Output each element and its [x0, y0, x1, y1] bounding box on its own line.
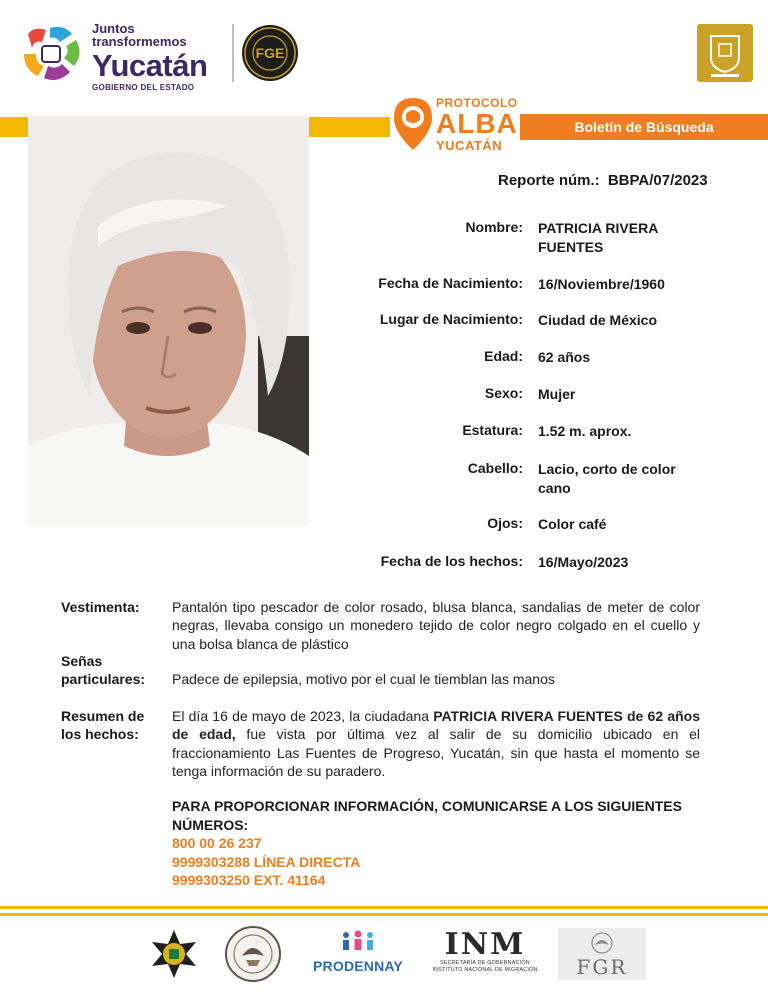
yucatan-crest-icon	[697, 24, 753, 82]
contact-heading: PARA PROPORCIONAR INFORMACIÓN, COMUNICARSE A LOS SIGUIENTES NÚMEROS:	[172, 798, 682, 833]
gov-subtitle: GOBIERNO DEL ESTADO	[92, 83, 195, 92]
inm-secretaria: SECRETARÍA DE GOBERNACIÓN	[440, 960, 530, 966]
field-value: 1.52 m. aprox.	[538, 423, 632, 439]
detail-value: Padece de epilepsia, motivo por el cual le tiemblan las manos	[172, 671, 555, 687]
fge-label: FGE	[255, 45, 285, 61]
field-label: Nombre:	[465, 219, 523, 235]
detail-vestimenta	[61, 598, 701, 654]
field-value: PATRICIA RIVERA FUENTES	[538, 220, 658, 255]
phone-number: 800 00 26 237	[172, 835, 262, 852]
alba-yucatan: YUCATÁN	[436, 138, 503, 153]
yucatan-mark-icon	[20, 24, 84, 84]
resumen-intro: El día 16 de mayo de 2023, la ciudadana	[172, 708, 434, 724]
detail-value: Pantalón tipo pescador de color rosado, blusa blanca, sandalias de meter de color negras, llevaba consigo un monedero tejido de color negro colgado en el cuello y una bolsa blanca de plástico	[172, 599, 700, 652]
detail-label: Señas particulares:	[61, 653, 146, 688]
field-label: Estatura:	[462, 422, 523, 438]
phone-number: 9999303250 EXT. 41164	[172, 872, 326, 889]
report-label: Reporte núm.:	[498, 172, 600, 189]
field-value: Lacio, corto de color cano	[538, 461, 676, 496]
guardia-nacional-seal-icon	[224, 926, 282, 982]
footer-line-top	[0, 906, 768, 909]
inm-mark: INM	[444, 927, 526, 962]
missing-person-photo	[28, 116, 309, 526]
prodennay-label: PRODENNAY	[313, 958, 403, 974]
header-divider	[232, 24, 234, 82]
report-number	[498, 172, 708, 189]
detail-label: Vestimenta:	[61, 599, 140, 615]
prodennay-logo	[305, 930, 411, 978]
protocolo-alba-logo	[388, 94, 522, 156]
footer-line-bottom	[0, 913, 768, 916]
fgr-label: FGR	[576, 955, 628, 979]
location-pin-icon	[392, 96, 434, 152]
field-label: Ojos:	[487, 515, 523, 531]
police-badge-icon	[146, 928, 202, 980]
phone-number: 9999303288 LÍNEA DIRECTA	[172, 853, 361, 870]
yucatan-government-logo	[20, 20, 230, 92]
field-value: 16/Mayo/2023	[538, 554, 629, 570]
family-icon	[338, 930, 378, 952]
alba-protocolo: PROTOCOLO	[436, 96, 518, 110]
field-label: Lugar de Nacimiento:	[379, 311, 523, 327]
detail-value	[172, 707, 700, 781]
resumen-rest: fue vista por última vez al salir de su domicilio ubicado en el fraccionamiento Las Fuentes de Progreso, Yucatán, sin que hasta el momento se tenga información de su paradero.	[172, 726, 701, 780]
field-label: Edad:	[484, 348, 523, 364]
field-label: Sexo:	[484, 385, 523, 401]
eagle-emblem-icon	[588, 931, 616, 955]
bulletin-title: Boletín de Búsqueda	[574, 119, 714, 135]
contact-block	[172, 797, 692, 890]
resumen-bold: PATRICIA RIVERA FUENTES de 62 años de edad,	[172, 708, 700, 743]
detail-senas	[61, 652, 701, 690]
fgr-logo	[558, 928, 646, 980]
field-value: Color café	[538, 516, 607, 532]
field-value: Ciudad de México	[538, 312, 658, 328]
field-label: Fecha de Nacimiento:	[378, 275, 523, 291]
field-label: Cabello:	[467, 460, 523, 476]
field-label: Fecha de los hechos:	[380, 553, 523, 569]
inm-logo	[423, 927, 547, 978]
field-value: 62 años	[538, 349, 591, 365]
field-value: 16/Noviembre/1960	[538, 276, 665, 292]
inm-instituto: INSTITUTO NACIONAL DE MIGRACIÓN	[432, 966, 538, 973]
field-value: Mujer	[538, 386, 576, 402]
detail-resumen	[61, 707, 701, 783]
report-value: BBPA/07/2023	[607, 172, 708, 189]
gov-tagline: Juntos transformemos	[92, 21, 187, 49]
fge-seal-icon	[241, 24, 299, 82]
detail-label: Resumen de los hechos:	[61, 708, 145, 743]
gov-name: Yucatán	[92, 48, 208, 83]
alba-name: ALBA	[436, 108, 518, 139]
